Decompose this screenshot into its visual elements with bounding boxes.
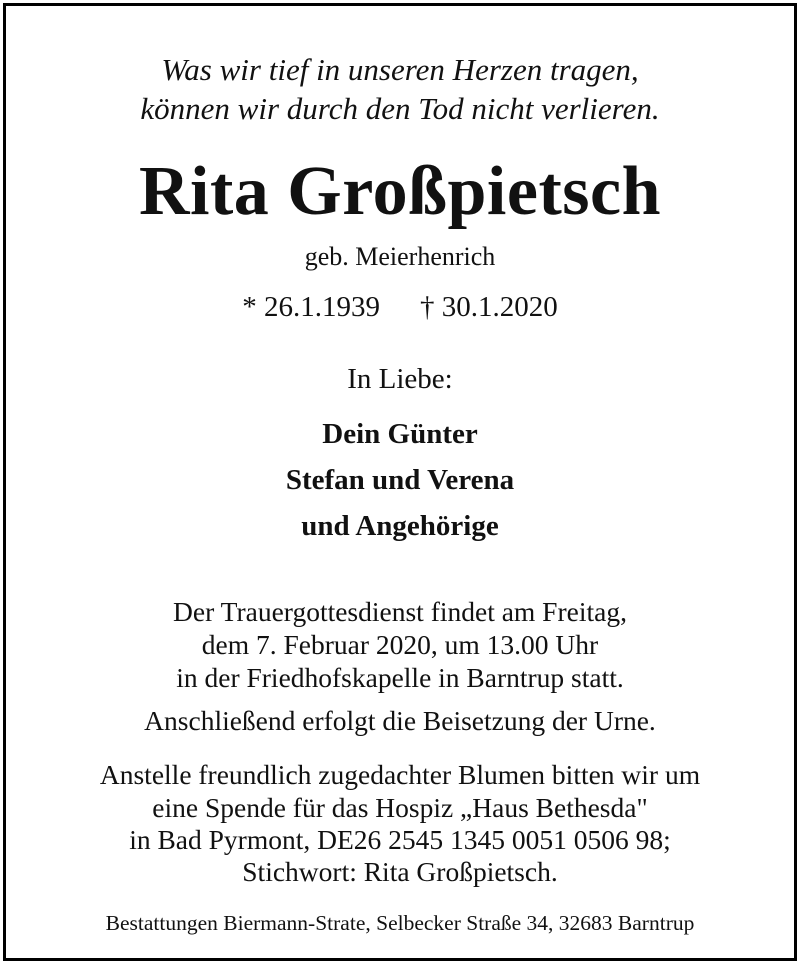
- motto-line-2: können wir durch den Tod nicht verlieren.: [140, 91, 660, 126]
- life-dates: [6, 291, 794, 324]
- mourner-line-3: und Angehörige: [301, 510, 499, 542]
- deceased-name: Rita Großpietsch: [139, 153, 661, 230]
- donation-line-1: Anstelle freundlich zugedachter Blumen bitten wir um: [99, 759, 701, 790]
- birth-name: geb. Meierhenrich: [304, 242, 496, 271]
- obituary-notice: [3, 3, 797, 961]
- service-line-2: dem 7. Februar 2020, um 13.00 Uhr: [201, 629, 599, 660]
- dedication: In Liebe:: [347, 363, 453, 395]
- undertaker-address: Bestattungen Biermann-Strate, Selbecker Straße 34, 32683 Barntrup: [105, 911, 695, 935]
- burial-note: Anschließend erfolgt die Beisetzung der Urne.: [144, 705, 656, 736]
- service-line-1: Der Trauergottesdienst findet am Freitag,: [173, 596, 627, 627]
- motto-line-1: Was wir tief in unseren Herzen tragen,: [161, 52, 639, 87]
- donation-line-3: in Bad Pyrmont, DE26 2545 1345 0051 0506 98;: [129, 824, 671, 855]
- donation-line-4: Stichwort: Rita Großpietsch.: [242, 856, 558, 887]
- service-line-3: in der Friedhofskapelle in Barntrup statt.: [176, 662, 624, 693]
- mourner-line-1: Dein Günter: [322, 418, 478, 450]
- donation-line-2: eine Spende für das Hospiz „Haus Bethesda": [152, 792, 648, 823]
- mourner-line-2: Stefan und Verena: [285, 464, 515, 496]
- death-date: † 30.1.2020: [420, 291, 558, 323]
- birth-date: * 26.1.1939: [242, 291, 380, 323]
